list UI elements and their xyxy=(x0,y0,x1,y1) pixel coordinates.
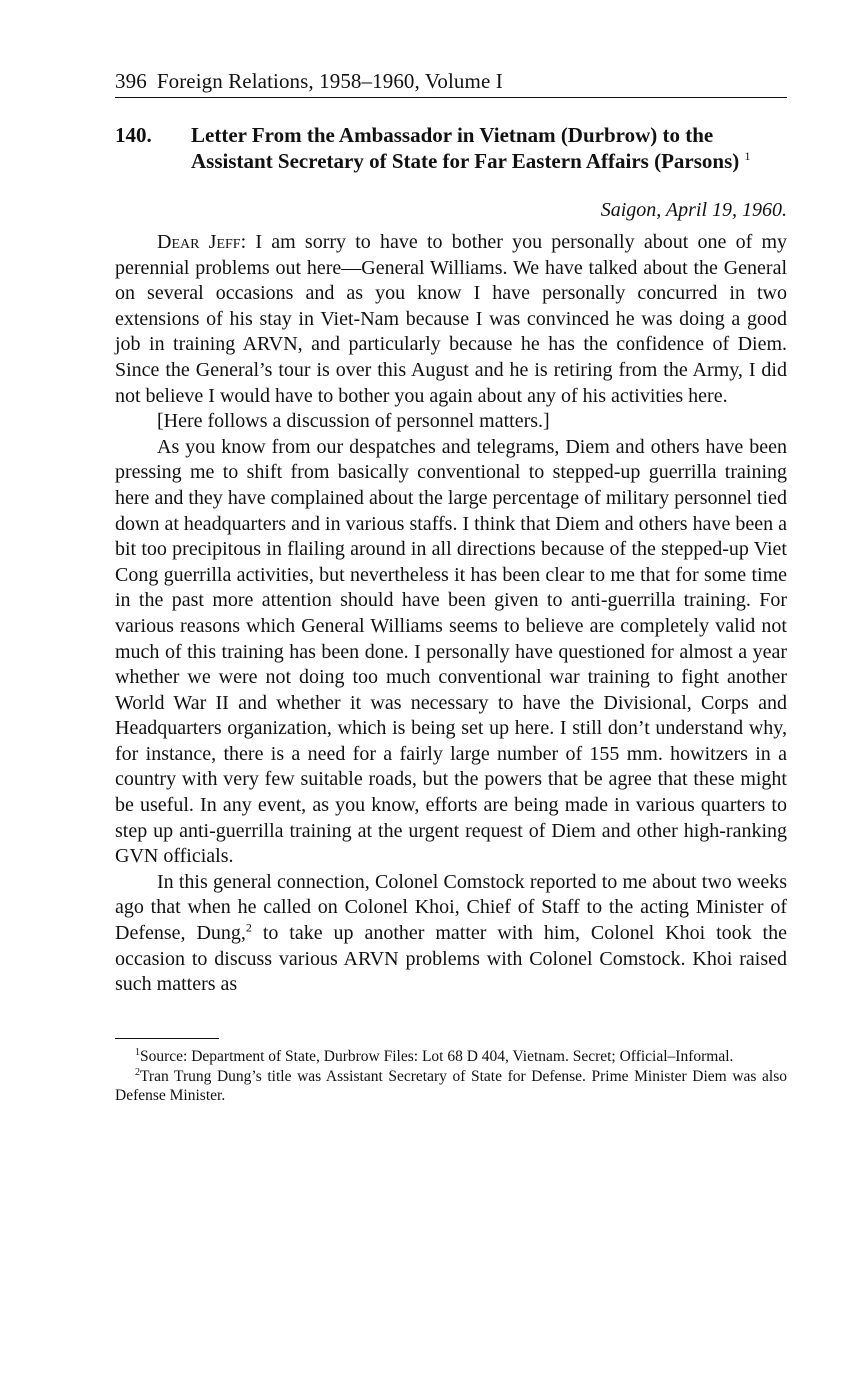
running-header xyxy=(115,66,787,98)
footnote-ref[interactable]: 2 xyxy=(245,920,252,935)
letter-body xyxy=(115,230,787,998)
salutation: Dear Jeff: xyxy=(157,231,247,253)
paragraph: As you know from our despatches and telegrams, Diem and others have been pressing me to shift from basically conventional to stepped-up guerrilla training here and they have complained about the large percentage of military personnel tied down at headquarters and in various staffs. I think that Diem and others have been a bit too precipitous in flailing around in all directions because of the stepped-up Viet Cong guerrilla activities, but nevertheless it has been clear to me that for some time in the past more attention should have been given to anti-guerrilla training. For various reasons which General Williams seems to believe are completely valid not much of this training has been done. I personally have questioned for almost a year whether we were not doing too much conventional war training to fight another World War II and whether it was necessary to have the Divisional, Corps and Headquarters organization, which is being set up here. I still don’t understand why, for instance, there is a need for a fairly large number of 155 mm. howitzers in a country with very few suitable roads, but the powers that be agree that these might be useful. In any event, as you know, efforts are being made in various quarters to step up anti-guerrilla training at the urgent request of Diem and other high-ranking GVN officials. xyxy=(115,435,787,868)
dateline: Saigon, April 19, 1960. xyxy=(600,199,787,221)
paragraph xyxy=(115,230,787,409)
volume-title: Foreign Relations, 1958–1960, Volume I xyxy=(156,69,503,93)
footnotes xyxy=(115,1047,787,1105)
footnote xyxy=(115,1047,787,1066)
document-heading xyxy=(115,122,787,174)
paragraph-text: I am sorry to have to bother you personally about one of my perennial problems out here—General Williams. We have talked about the General on several occasions and as you know I have personally concurred in two extensions of his stay in Viet-Nam because I was convinced he was doing a good job in training ARVN, and particularly because he has the confidence of Diem. Since the General’s tour is over this August and he is retiring from the Army, I did not believe I would have to bother you again about any of his activities here. xyxy=(115,231,788,407)
document-title-block xyxy=(191,122,787,174)
document-page xyxy=(115,66,787,1106)
footnote-divider xyxy=(115,1038,219,1039)
page-number: 396 xyxy=(115,69,147,93)
title-footnote-ref[interactable]: 1 xyxy=(744,149,751,163)
document-number: 140. xyxy=(115,123,152,147)
footnote-marker: 2 xyxy=(135,1066,140,1078)
editorial-note: [Here follows a discussion of personnel matters.] xyxy=(157,410,550,433)
footnote-marker: 1 xyxy=(135,1046,140,1058)
footnote-text: Source: Department of State, Durbrow Files: Lot 68 D 404, Vietnam. Secret; Official–Informal. xyxy=(140,1047,734,1065)
paragraph-text: to take up another matter with him, Colonel Khoi took the occasion to discuss various ARVN problems with Colonel Comstock. Khoi raised such matters as xyxy=(115,922,787,996)
footnote-text: Tran Trung Dung’s title was Assistant Secretary of State for Defense. Prime Minister Diem was also Defense Minister. xyxy=(115,1067,787,1104)
footnote xyxy=(115,1067,787,1105)
paragraph xyxy=(115,870,787,998)
document-title: Letter From the Ambassador in Vietnam (Durbrow) to the Assistant Secretary of State for Far Eastern Affairs (Parsons) xyxy=(191,123,740,173)
paragraph-text: In this general connection, Colonel Comstock reported to me about two weeks ago that when he called on Colonel Khoi, Chief of Staff to the acting Minister of Defense, Dung, xyxy=(115,870,787,945)
